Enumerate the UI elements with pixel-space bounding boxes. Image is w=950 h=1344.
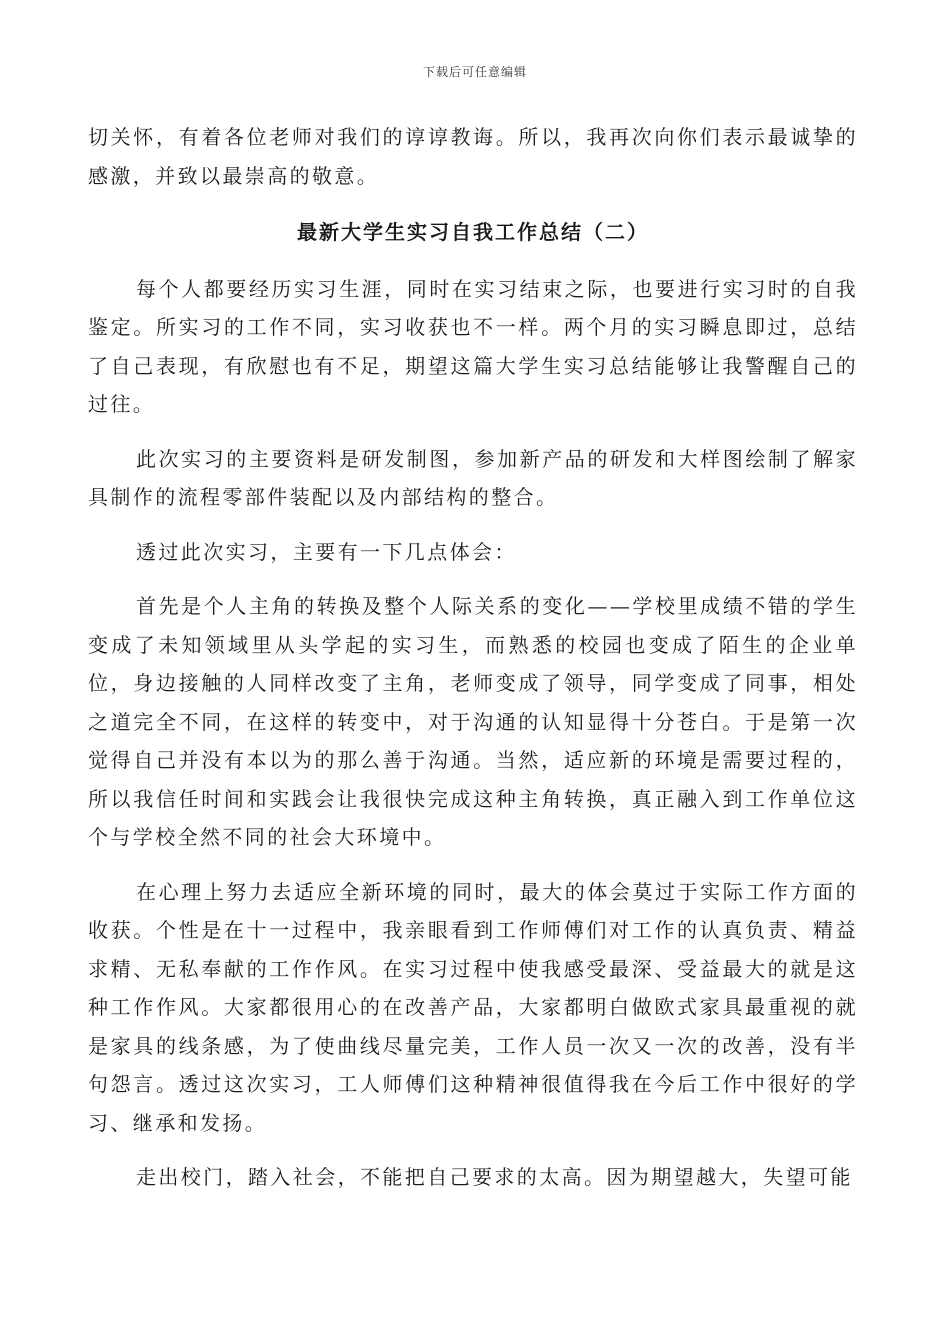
paragraph: 走出校门，踏入社会，不能把自己要求的太高。因为期望越大，失望可能 [136,1165,853,1189]
header-note: 下载后可任意编辑 [422,65,527,79]
paragraph: 首先是个人主角的转换及整个人际关系的变化——学校里成绩不错的学生变成了未知领域里从头学起的实习生，而熟悉的校园也变成了陌生的企业单位，身边接触的人同样改变了主角，老师变成了领导，同学变成了同事，相处之道完全不同，在这样的转变中，对于沟通的认知显得十分苍白。于是第一次觉得自己并没有本以为的那么善于沟通。当然，适应新的环境是需要过程的，所以我信任时间和实践会让我很快完成这种主角转换，真正融入到工作单位这个与学校全然不同的社会大环境中。 [88,594,858,849]
paragraph: 透过此次实习，主要有一下几点体会： [136,539,517,564]
continued-paragraph: 切关怀，有着各位老师对我们的谆谆教诲。所以，我再次向你们表示最诚挚的感激，并致以最崇高的敬意。 [88,125,858,188]
paragraph: 每个人都要经历实习生涯，同时在实习结束之际，也要进行实习时的自我鉴定。所实习的工作不同，实习收获也不一样。两个月的实习瞬息即过，总结了自己表现，有欣慰也有不足，期望这篇大学生实习总结能够让我警醒自己的过往。 [88,276,858,416]
paragraph: 此次实习的主要资料是研发制图，参加新产品的研发和大样图绘制了解家具制作的流程零部件装配以及内部结构的整合。 [88,446,858,509]
document-body [88,118,858,1213]
section-title: 最新大学生实习自我工作总结（二） [297,220,649,244]
paragraph: 在心理上努力去适应全新环境的同时，最大的体会莫过于实际工作方面的收获。个性是在十一过程中，我亲眼看到工作师傅们对工作的认真负责、精益求精、无私奉献的工作作风。在实习过程中使我感受最深、受益最大的就是这种工作作风。大家都很用心的在改善产品，大家都明白做欧式家具最重视的就是家具的线条感，为了使曲线尽量完美，工作人员一次又一次的改善，没有半句怨言。透过这次实习，工人师傅们这种精神很值得我在今后工作中很好的学习、继承和发扬。 [88,879,858,1135]
